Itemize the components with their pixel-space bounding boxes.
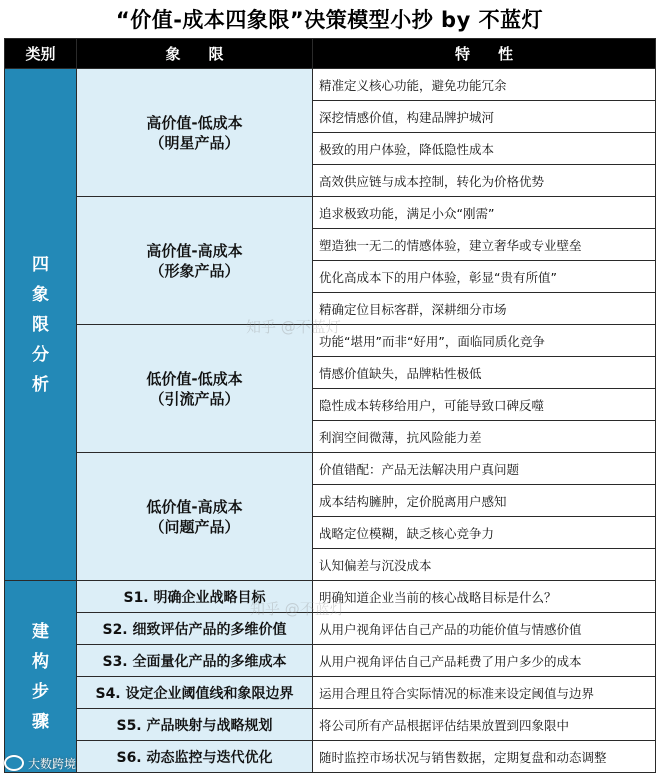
logo-text: 大数跨境: [28, 756, 77, 771]
quadrant-name: 低价值-低成本: [146, 369, 243, 388]
feature-cell: 价值错配：产品无法解决用户真问题: [313, 453, 656, 485]
category-steps: [5, 581, 77, 773]
header-category: 类别: [5, 39, 77, 69]
table-row: [5, 709, 656, 741]
quadrant-tag: （引流产品）: [149, 389, 240, 408]
feature-cell: 精确定位目标客群，深耕细分市场: [313, 293, 656, 325]
feature-cell: 隐性成本转移给用户，可能导致口碑反噬: [313, 389, 656, 421]
table-row: [5, 197, 656, 229]
feature-cell: 功能“堪用”而非“好用”，面临同质化竞争: [313, 325, 656, 357]
table-row: [5, 677, 656, 709]
quadrant-tag: （问题产品）: [149, 517, 240, 536]
table-row: [5, 69, 656, 101]
watermark: 知乎 @不蓝灯: [250, 600, 345, 618]
feature-cell: 利润空间微薄，抗风险能力差: [313, 421, 656, 453]
table-row: [5, 613, 656, 645]
quadrant-tag: （明星产品）: [149, 133, 240, 152]
step-desc: 随时监控市场状况与销售数据，定期复盘和动态调整: [313, 741, 656, 773]
step-label: S1. 明确企业战略目标: [77, 581, 313, 613]
step-label: S3. 全面量化产品的多维成本: [77, 645, 313, 677]
model-table: [4, 38, 656, 773]
watermark: 知乎 @不蓝灯: [246, 318, 341, 336]
step-desc: 运用合理且符合实际情况的标准来设定阈值与边界: [313, 677, 656, 709]
step-label: S6. 动态监控与迭代优化: [77, 741, 313, 773]
feature-cell: 追求极致功能，满足小众“刚需”: [313, 197, 656, 229]
feature-cell: 塑造独一无二的情感体验，建立奢华或专业壁垒: [313, 229, 656, 261]
feature-cell: 战略定位模糊，缺乏核心竞争力: [313, 517, 656, 549]
site-logo: [4, 752, 76, 774]
quadrant-name: 高价值-低成本: [146, 113, 243, 132]
feature-cell: 精准定义核心功能，避免功能冗余: [313, 69, 656, 101]
quadrant-name: 低价值-高成本: [146, 497, 243, 516]
step-label: S5. 产品映射与战略规划: [77, 709, 313, 741]
quadrant-cell: [77, 453, 313, 581]
feature-cell: 优化高成本下的用户体验，彰显“贵有所值”: [313, 261, 656, 293]
header-features: 特性: [313, 39, 656, 69]
table-row: [5, 645, 656, 677]
quadrant-cell: [77, 325, 313, 453]
category-analysis-label: 四象限分析: [32, 254, 49, 395]
table-row: [5, 741, 656, 773]
quadrant-name: 高价值-高成本: [146, 241, 243, 260]
page-title: “价值-成本四象限”决策模型小抄 by 不蓝灯: [115, 8, 544, 32]
header-quadrant: 象限: [77, 39, 313, 69]
step-desc: 将公司所有产品根据评估结果放置到四象限中: [313, 709, 656, 741]
header-row: [5, 39, 656, 69]
feature-cell: 高效供应链与成本控制，转化为价格优势: [313, 165, 656, 197]
feature-cell: 情感价值缺失，品牌粘性极低: [313, 357, 656, 389]
step-label: S4. 设定企业阈值线和象限边界: [77, 677, 313, 709]
step-label: S2. 细致评估产品的多维价值: [77, 613, 313, 645]
feature-cell: 认知偏差与沉没成本: [313, 549, 656, 581]
step-desc: 从用户视角评估自己产品耗费了用户多少的成本: [313, 645, 656, 677]
table-row: [5, 453, 656, 485]
quadrant-cell: [77, 69, 313, 197]
quadrant-tag: （形象产品）: [149, 261, 240, 280]
category-analysis: [5, 69, 77, 581]
logo-icon: [4, 755, 24, 771]
table-row: [5, 325, 656, 357]
category-steps-label: 建构步骤: [32, 621, 49, 732]
table-row: [5, 581, 656, 613]
quadrant-cell: [77, 197, 313, 325]
feature-cell: 深挖情感价值，构建品牌护城河: [313, 101, 656, 133]
feature-cell: 成本结构臃肿，定价脱离用户感知: [313, 485, 656, 517]
step-desc: 从用户视角评估自己产品的功能价值与情感价值: [313, 613, 656, 645]
feature-cell: 极致的用户体验，降低隐性成本: [313, 133, 656, 165]
step-desc: 明确知道企业当前的核心战略目标是什么？: [313, 581, 656, 613]
